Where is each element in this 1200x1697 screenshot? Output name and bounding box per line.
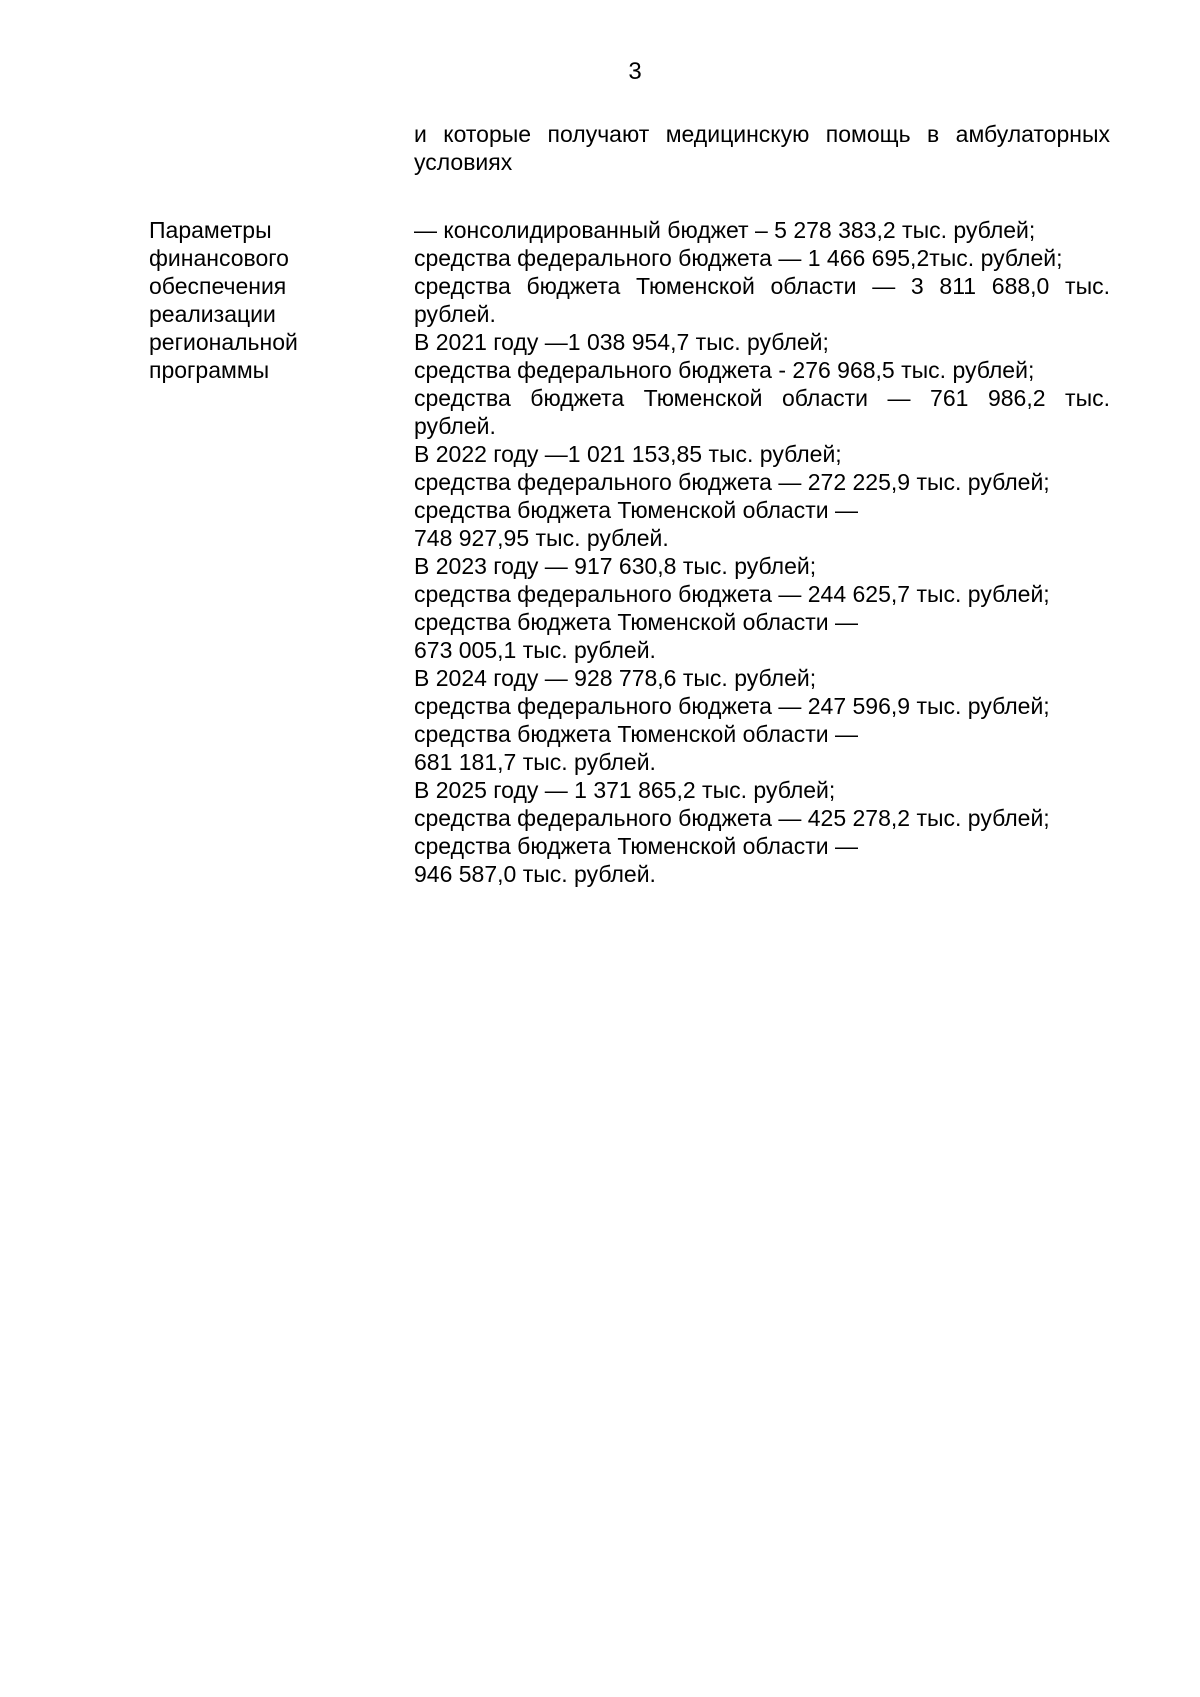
year-2022-total-line: В 2022 году —1 021 153,85 тыс. рублей; xyxy=(414,441,842,467)
consolidated-budget-line: — консолидированный бюджет – 5 278 383,2 тыс. рублей; xyxy=(414,217,1036,243)
regional-budget-total-line: средства бюджета Тюменской области — 3 811 688,0 тыс. xyxy=(414,273,1110,299)
year-2023-regional-amount-line: 673 005,1 тыс. рублей. xyxy=(414,637,656,663)
previous-row-continuation xyxy=(414,120,1110,176)
year-2024-total-line: В 2024 году — 928 778,6 тыс. рублей; xyxy=(414,665,817,691)
year-2022-regional-line: средства бюджета Тюменской области — xyxy=(414,497,858,523)
label-line: реализации xyxy=(149,301,276,327)
continuation-line: условиях xyxy=(414,149,513,175)
year-2021-federal-line: средства федерального бюджета - 276 968,5 тыс. рублей; xyxy=(414,357,1035,383)
year-2021-total-line: В 2021 году —1 038 954,7 тыс. рублей; xyxy=(414,329,829,355)
year-2023-regional-line: средства бюджета Тюменской области — xyxy=(414,609,858,635)
year-2024-regional-amount-line: 681 181,7 тыс. рублей. xyxy=(414,749,656,775)
label-line: программы xyxy=(149,357,270,383)
year-2025-total-line: В 2025 году — 1 371 865,2 тыс. рублей; xyxy=(414,777,836,803)
continuation-line: и которые получают медицинскую помощь в амбулаторных xyxy=(414,121,1110,147)
year-2022-federal-line: средства федерального бюджета — 272 225,9 тыс. рублей; xyxy=(414,469,1050,495)
label-line: обеспечения xyxy=(149,273,287,299)
label-line: Параметры xyxy=(149,217,272,243)
page-number: 3 xyxy=(628,58,642,85)
financing-parameters-label xyxy=(149,216,369,384)
year-2025-regional-amount-line: 946 587,0 тыс. рублей. xyxy=(414,861,656,887)
federal-budget-total-line: средства федерального бюджета — 1 466 695,2тыс. рублей; xyxy=(414,245,1063,271)
label-line: финансового xyxy=(149,245,289,271)
year-2023-federal-line: средства федерального бюджета — 244 625,7 тыс. рублей; xyxy=(414,581,1050,607)
regional-budget-total-unit-line: рублей. xyxy=(414,301,496,327)
label-line: региональной xyxy=(149,329,298,355)
year-2021-regional-line: средства бюджета Тюменской области — 761 986,2 тыс. xyxy=(414,385,1110,411)
year-2023-total-line: В 2023 году — 917 630,8 тыс. рублей; xyxy=(414,553,817,579)
year-2021-regional-unit-line: рублей. xyxy=(414,413,496,439)
year-2025-regional-line: средства бюджета Тюменской области — xyxy=(414,833,858,859)
year-2022-regional-amount-line: 748 927,95 тыс. рублей. xyxy=(414,525,669,551)
year-2024-federal-line: средства федерального бюджета — 247 596,9 тыс. рублей; xyxy=(414,693,1050,719)
year-2025-federal-line: средства федерального бюджета — 425 278,2 тыс. рублей; xyxy=(414,805,1050,831)
financing-parameters-value xyxy=(414,216,1110,888)
year-2024-regional-line: средства бюджета Тюменской области — xyxy=(414,721,858,747)
